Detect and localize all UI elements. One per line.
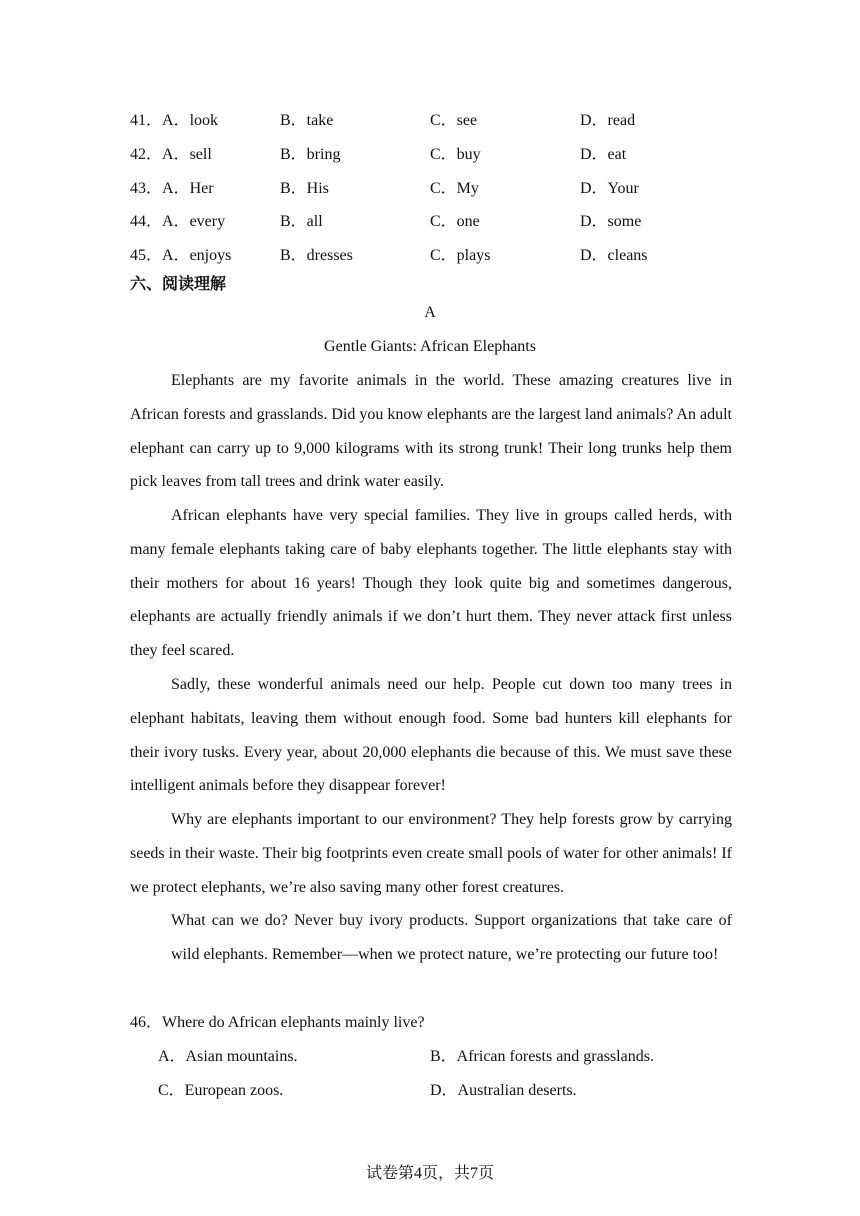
option-row-44	[130, 212, 750, 246]
question-number: 43．	[130, 179, 163, 197]
passage-paragraph-4: Why are elephants important to our environment? They help forests grow by carrying seeds in their waste. Their big footprints even create small pools of water for other animals! If we protect elephants, we’re also saving many other forest creatures.	[130, 811, 732, 896]
option-c: C．plays	[430, 247, 491, 265]
passage-title: Gentle Giants: African Elephants	[324, 338, 536, 355]
option-b: B．take	[280, 112, 334, 129]
option-a-text: A．every	[162, 213, 226, 231]
question-number: 44．	[130, 213, 163, 231]
cloze-options	[130, 111, 750, 280]
option-b: B．His	[280, 179, 329, 197]
option-d: D．some	[580, 213, 642, 231]
option-b: B．dresses	[280, 247, 353, 265]
option-c: C．My	[430, 179, 479, 197]
option-c: C．one	[430, 213, 480, 231]
option-d: D．read	[580, 112, 636, 129]
answer-option-d: D．Australian deserts.	[430, 1082, 577, 1099]
question-number: 45．	[130, 247, 163, 265]
section-title: 六、阅读理解	[130, 274, 227, 293]
passage-paragraph-5: What can we do? Never buy ivory products. Support organizations that take care of wild elephants. Remember—when we protect nature, we’re protecting our future too!	[171, 912, 732, 963]
option-c: C．see	[430, 112, 478, 129]
passage-paragraph-3: Sadly, these wonderful animals need our help. People cut down too many trees in elephant habitats, leaving them without enough food. Some bad hunters kill elephants for their ivory tusks. Every year, about 20,000 elephants die because of this. We must save these intelligent animals before they disappear forever!	[130, 676, 732, 795]
option-a	[130, 179, 214, 199]
answer-option-b: B．African forests and grasslands.	[430, 1048, 654, 1065]
option-row-43	[130, 179, 750, 213]
passage-paragraph-2: African elephants have very special families. They live in groups called herds, with many female elephants taking care of baby elephants together. The little elephants stay with their mothers for about 16 years! Though they look quite big and sometimes dangerous, elephants are actually friendly animals if we don’t hurt them. They never attack first unless they feel scared.	[130, 507, 732, 660]
page-footer: 试卷第4页，共7页	[365, 1165, 494, 1182]
option-a	[130, 212, 225, 232]
option-d: D．Your	[580, 179, 639, 197]
option-d: D．cleans	[580, 247, 648, 265]
question-number: 42．	[130, 145, 163, 163]
option-a-text: A．enjoys	[162, 247, 232, 265]
answer-option-c: C．European zoos.	[158, 1082, 284, 1099]
option-a-text: A．Her	[162, 179, 214, 197]
option-a	[130, 246, 231, 266]
option-d: D．eat	[580, 145, 627, 163]
option-row-42	[130, 145, 750, 179]
option-c: C．buy	[430, 145, 481, 163]
question-46: 46．Where do African elephants mainly live?	[130, 1014, 425, 1031]
answer-row-2	[158, 1081, 738, 1101]
answer-option-a: A．Asian mountains.	[158, 1048, 298, 1065]
passage-paragraph-1: Elephants are my favorite animals in the world. These amazing creatures live in African forests and grasslands. Did you know elephants are the largest land animals? An adult elephant can carry up to 9,000 kilograms with its strong trunk! Their long trunks help them pick leaves from tall trees and drink water easily.	[130, 372, 732, 491]
question-number: 41．	[130, 112, 163, 129]
passage-label: A	[424, 304, 436, 321]
option-a-text: A．sell	[162, 145, 212, 163]
option-row-41	[130, 111, 750, 145]
option-a	[130, 145, 212, 165]
option-b: B．bring	[280, 145, 341, 163]
answer-row-1	[158, 1047, 738, 1067]
option-a	[130, 111, 218, 131]
option-b: B．all	[280, 213, 323, 231]
option-a-text: A．look	[162, 112, 219, 129]
